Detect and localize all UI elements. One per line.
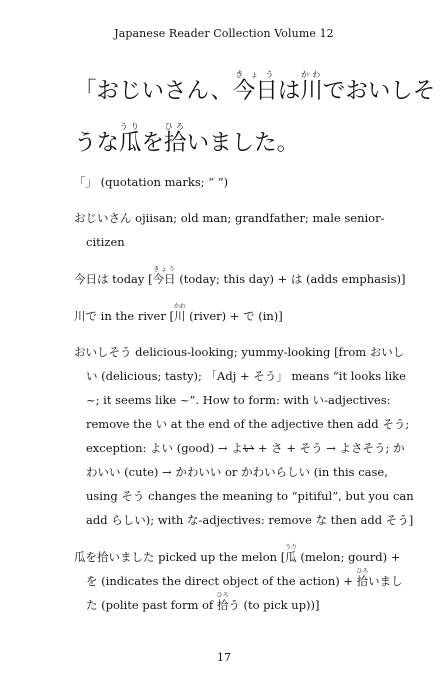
vocab-entry-quotation: 「」 (quotation marks; “ ”) <box>74 175 229 189</box>
sentence-line-1: 「おじいさん、今日きょうは川かわでおいしそ <box>74 70 436 104</box>
vocab-entry-uri: 瓜を拾いました picked up the melon [瓜うり (melon; gourd) + を (indicates the direct object of the action) + 拾ひろいました (polite past form of 拾ひろう (to pick up))] <box>74 544 403 612</box>
vocabulary-list <box>74 170 414 629</box>
furigana-uri: 瓜うり <box>119 122 142 156</box>
running-header: Japanese Reader Collection Volume 12 <box>114 27 334 40</box>
struck-character: い <box>242 441 255 455</box>
furigana-hiro: 拾ひろ <box>164 122 187 156</box>
furigana-kawa: 川かわ <box>300 70 323 104</box>
page-number: 17 <box>217 651 231 664</box>
vocab-entry-ojiisan: おじいさん ojiisan; old man; grandfather; male senior-citizen <box>74 211 385 249</box>
furigana-kyou: 今日きょう <box>232 70 278 104</box>
vocab-entry-oishisou: おいしそう delicious-looking; yummy-looking [from おいしい (delicious; tasty); 「Adj + そう」 means “it looks like ~; it seems like ~”. How to form: with い-adjectives: remove the い at the end of the adjective then add そう; exception: よい (good) → よい + さ + そう → よさそう; かわいい (cute) → かわいい or かわいらしい (in this case, using そう changes the meaning to “pitiful”, but you can add らしい); with な-adjectives: remove な then add そう] <box>74 345 414 527</box>
sentence-line-2: うな瓜うりを拾ひろいました。 <box>74 122 300 156</box>
vocab-entry-kyouha: 今日は today [今日きょう (today; this day) + は (adds emphasis)] <box>74 266 406 286</box>
vocab-entry-kawade: 川で in the river [川かわ (river) + で (in)] <box>74 303 283 323</box>
